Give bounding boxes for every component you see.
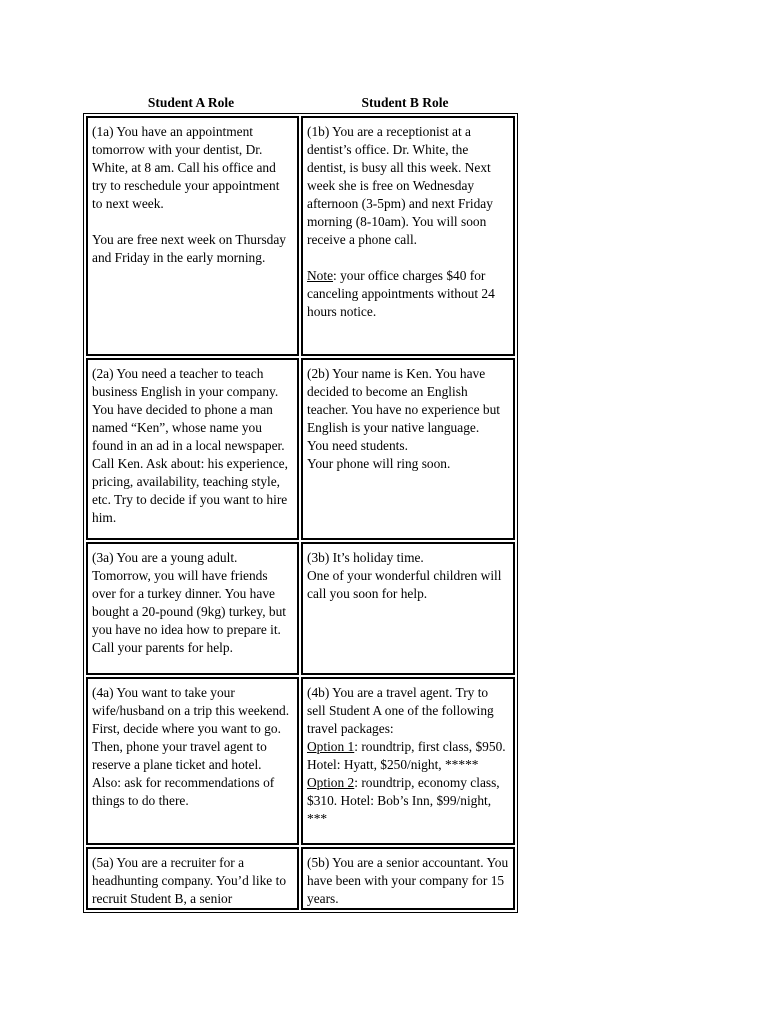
option-1 — [307, 738, 509, 774]
option-2 — [307, 774, 509, 828]
role-card-1b — [301, 116, 515, 356]
role-row-2 — [86, 358, 515, 540]
role-card-5b — [301, 847, 515, 910]
role-card-3a — [86, 542, 299, 675]
role-text-spacer — [307, 249, 509, 267]
option-1-text: : roundtrip, first class, $950. Hotel: Hyatt, $250/night, ***** — [307, 739, 506, 772]
role-play-table — [83, 113, 518, 913]
student-b-role-header: Student B Role — [361, 95, 449, 110]
role-row-3 — [86, 542, 515, 675]
role-card-2b — [301, 358, 515, 540]
role-row-4 — [86, 677, 515, 845]
role-row-1 — [86, 116, 515, 356]
role-text: (5a) You are a recruiter for a headhunting company. You’d like to recruit Student B, a senior — [92, 855, 287, 906]
role-text: (4a) You want to take your wife/husband on a trip this weekend. First, decide where you want to go. Then, phone your travel agent to reserve a plane ticket and hotel. — [92, 685, 290, 772]
role-card-4b — [301, 677, 515, 845]
note-label: Note — [307, 268, 334, 283]
role-card-4a — [86, 677, 299, 845]
role-text: One of your wonderful children will call you soon for help. — [307, 568, 502, 601]
role-card-2a — [86, 358, 299, 540]
role-card-5a — [86, 847, 299, 910]
role-text: (3a) You are a young adult. Tomorrow, you will have friends over for a turkey dinner. You have bought a 20-pound (9kg) turkey, but you have no idea how to prepare it. Call your parents for help. — [92, 550, 287, 655]
role-card-1a — [86, 116, 299, 356]
student-a-role-header: Student A Role — [147, 95, 235, 110]
option-2-text: : roundtrip, economy class, $310. Hotel: Bob’s Inn, $99/night, *** — [307, 775, 500, 826]
role-text: (2a) You need a teacher to teach business English in your company. You have decided to phone a man named “Ken”, whose name you found in an ad in a local newspaper. — [92, 366, 285, 453]
option-2-label: Option 2 — [307, 775, 355, 790]
role-text-spacer — [92, 213, 293, 231]
role-text: (5b) You are a senior accountant. You have been with your company for 15 years. — [307, 855, 509, 906]
role-text: (4b) You are a travel agent. Try to sell Student A one of the following travel packages: — [307, 685, 494, 736]
role-text: (2b) Your name is Ken. You have decided to become an English teacher. You have no experience but English is your native language. — [307, 366, 500, 435]
role-text: Your phone will ring soon. — [307, 456, 451, 471]
role-text: Call Ken. Ask about: his experience, pricing, availability, teaching style, etc. Try to decide if you want to hire him. — [92, 456, 288, 525]
role-text: You are free next week on Thursday and Friday in the early morning. — [92, 232, 286, 265]
role-row-5 — [86, 847, 515, 910]
note-text: : your office charges $40 for canceling appointments without 24 hours notice. — [307, 268, 495, 319]
role-card-3b — [301, 542, 515, 675]
role-text: You need students. — [307, 438, 408, 453]
role-text: (3b) It’s holiday time. — [307, 550, 424, 565]
role-text: (1b) You are a receptionist at a dentist’s office. Dr. White, the dentist, is busy all this week. Next week she is free on Wednesday afternoon (3-5pm) and next Friday morning (8-10am). You will soon receive a phone call. — [307, 124, 493, 247]
option-1-label: Option 1 — [307, 739, 355, 754]
role-note — [307, 267, 509, 321]
role-text: Also: ask for recommendations of things to do there. — [92, 775, 275, 808]
role-text: (1a) You have an appointment tomorrow with your dentist, Dr. White, at 8 am. Call his office and try to reschedule your appointment to next week. — [92, 124, 280, 211]
